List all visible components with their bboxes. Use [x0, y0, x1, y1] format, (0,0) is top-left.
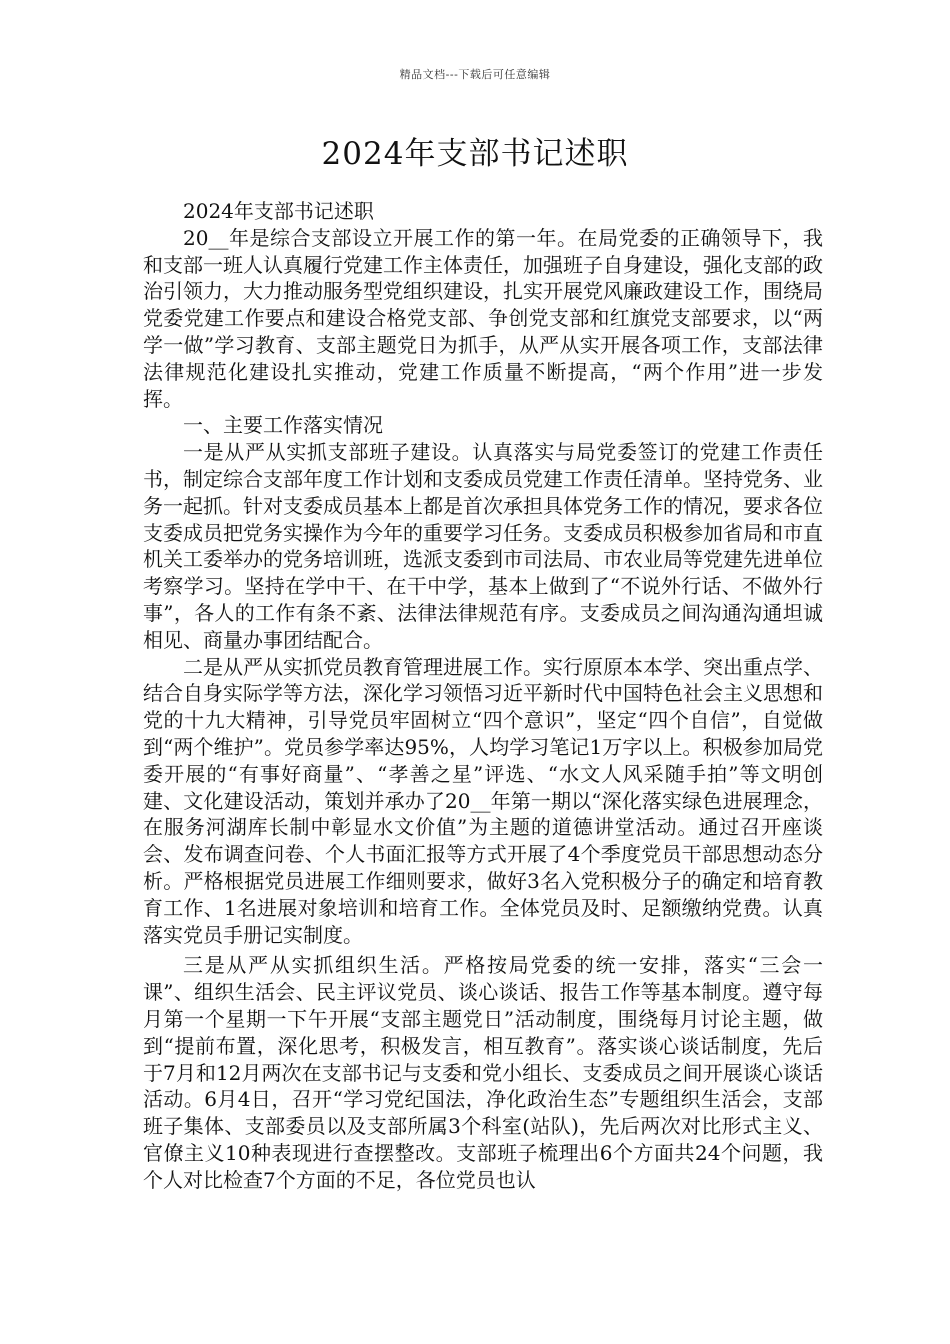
- paragraph-item-1: 一是从严从实抓支部班子建设。认真落实与局党委签订的党建工作责任书，制定综合支部年度工作计划和支委成员党建工作责任清单。坚持党务、业务一起抓。针对支委成员基本上都是首次承担具体党务工作的情况，要求各位支委成员把党务实操作为今年的重要学习任务。支委成员积极参加省局和市直机关工委举办的党务培训班，选派支委到市司法局、市农业局等党建先进单位考察学习。坚持在学中干、在干中学，基本上做到了“不说外行话、不做外行事”，各人的工作有条不紊、法律法律规范有序。支委成员之间沟通沟通坦诚相见、商量办事团结配合。: [143, 440, 823, 652]
- paragraph-subtitle: 2024年支部书记述职: [183, 199, 374, 223]
- document-title: 2024年支部书记述职: [321, 136, 629, 172]
- paragraph-intro: 20__年是综合支部设立开展工作的第一年。在局党委的正确领导下，我和支部一班人认真履行党建工作主体责任，加强班子自身建设，强化支部的政治引领力，大力推动服务型党组织建设，扎实开展党风廉政建设工作，围绕局党委党建工作要点和建设合格党支部、争创党支部和红旗党支部要求，以“两学一做”学习教育、支部主题党日为抓手，从严从实开展各项工作，支部法律法律规范化建设扎实推动，党建工作质量不断提高，“两个作用”进一步发挥。: [143, 225, 823, 411]
- paragraph-item-2: 二是从严从实抓党员教育管理进展工作。实行原原本本学、突出重点学、结合自身实际学等方法，深化学习领悟习近平新时代中国特色社会主义思想和党的十九大精神，引导党员牢固树立“四个意识”，坚定“四个自信”，自觉做到“两个维护”。党员参学率达95%，人均学习笔记1万字以上。积极参加局党委开展的“有事好商量”、“孝善之星”评选、“水文人风采随手拍”等文明创建、文化建设活动，策划并承办了20__年第一期以“深化落实绿色进展理念，在服务河湖库长制中彰显水文价值”为主题的道德讲堂活动。通过召开座谈会、发布调查问卷、个人书面汇报等方式开展了4个季度党员干部思想动态分析。严格根据党员进展工作细则要求，做好3名入党积极分子的确定和培育教育工作、1名进展对象培训和培育工作。全体党员及时、足额缴纳党费。认真落实党员手册记实制度。: [143, 654, 823, 947]
- section-heading: 一、主要工作落实情况: [183, 413, 383, 438]
- document-body: [143, 198, 823, 1193]
- header-note: 精品文档---下载后可任意编辑: [399, 68, 551, 81]
- paragraph-item-3: 三是从严从实抓组织生活。严格按局党委的统一安排，落实“三会一课”、组织生活会、民主评议党员、谈心谈话、报告工作等基本制度。遵守每月第一个星期一下午开展“支部主题党日”活动制度，围绕每月讨论主题，做到“提前布置，深化思考，积极发言，相互教育”。落实谈心谈话制度，先后于7月和12月两次在支部书记与支委和党小组长、支委成员之间开展谈心谈话活动。6月4日，召开“学习党纪国法，净化政治生态”专题组织生活会，支部班子集体、支部委员以及支部所属3个科室(站队)，先后两次对比形式主义、官僚主义10种表现进行查摆整改。支部班子梳理出6个方面共24个问题，我个人对比检查7个方面的不足，各位党员也认: [143, 953, 823, 1192]
